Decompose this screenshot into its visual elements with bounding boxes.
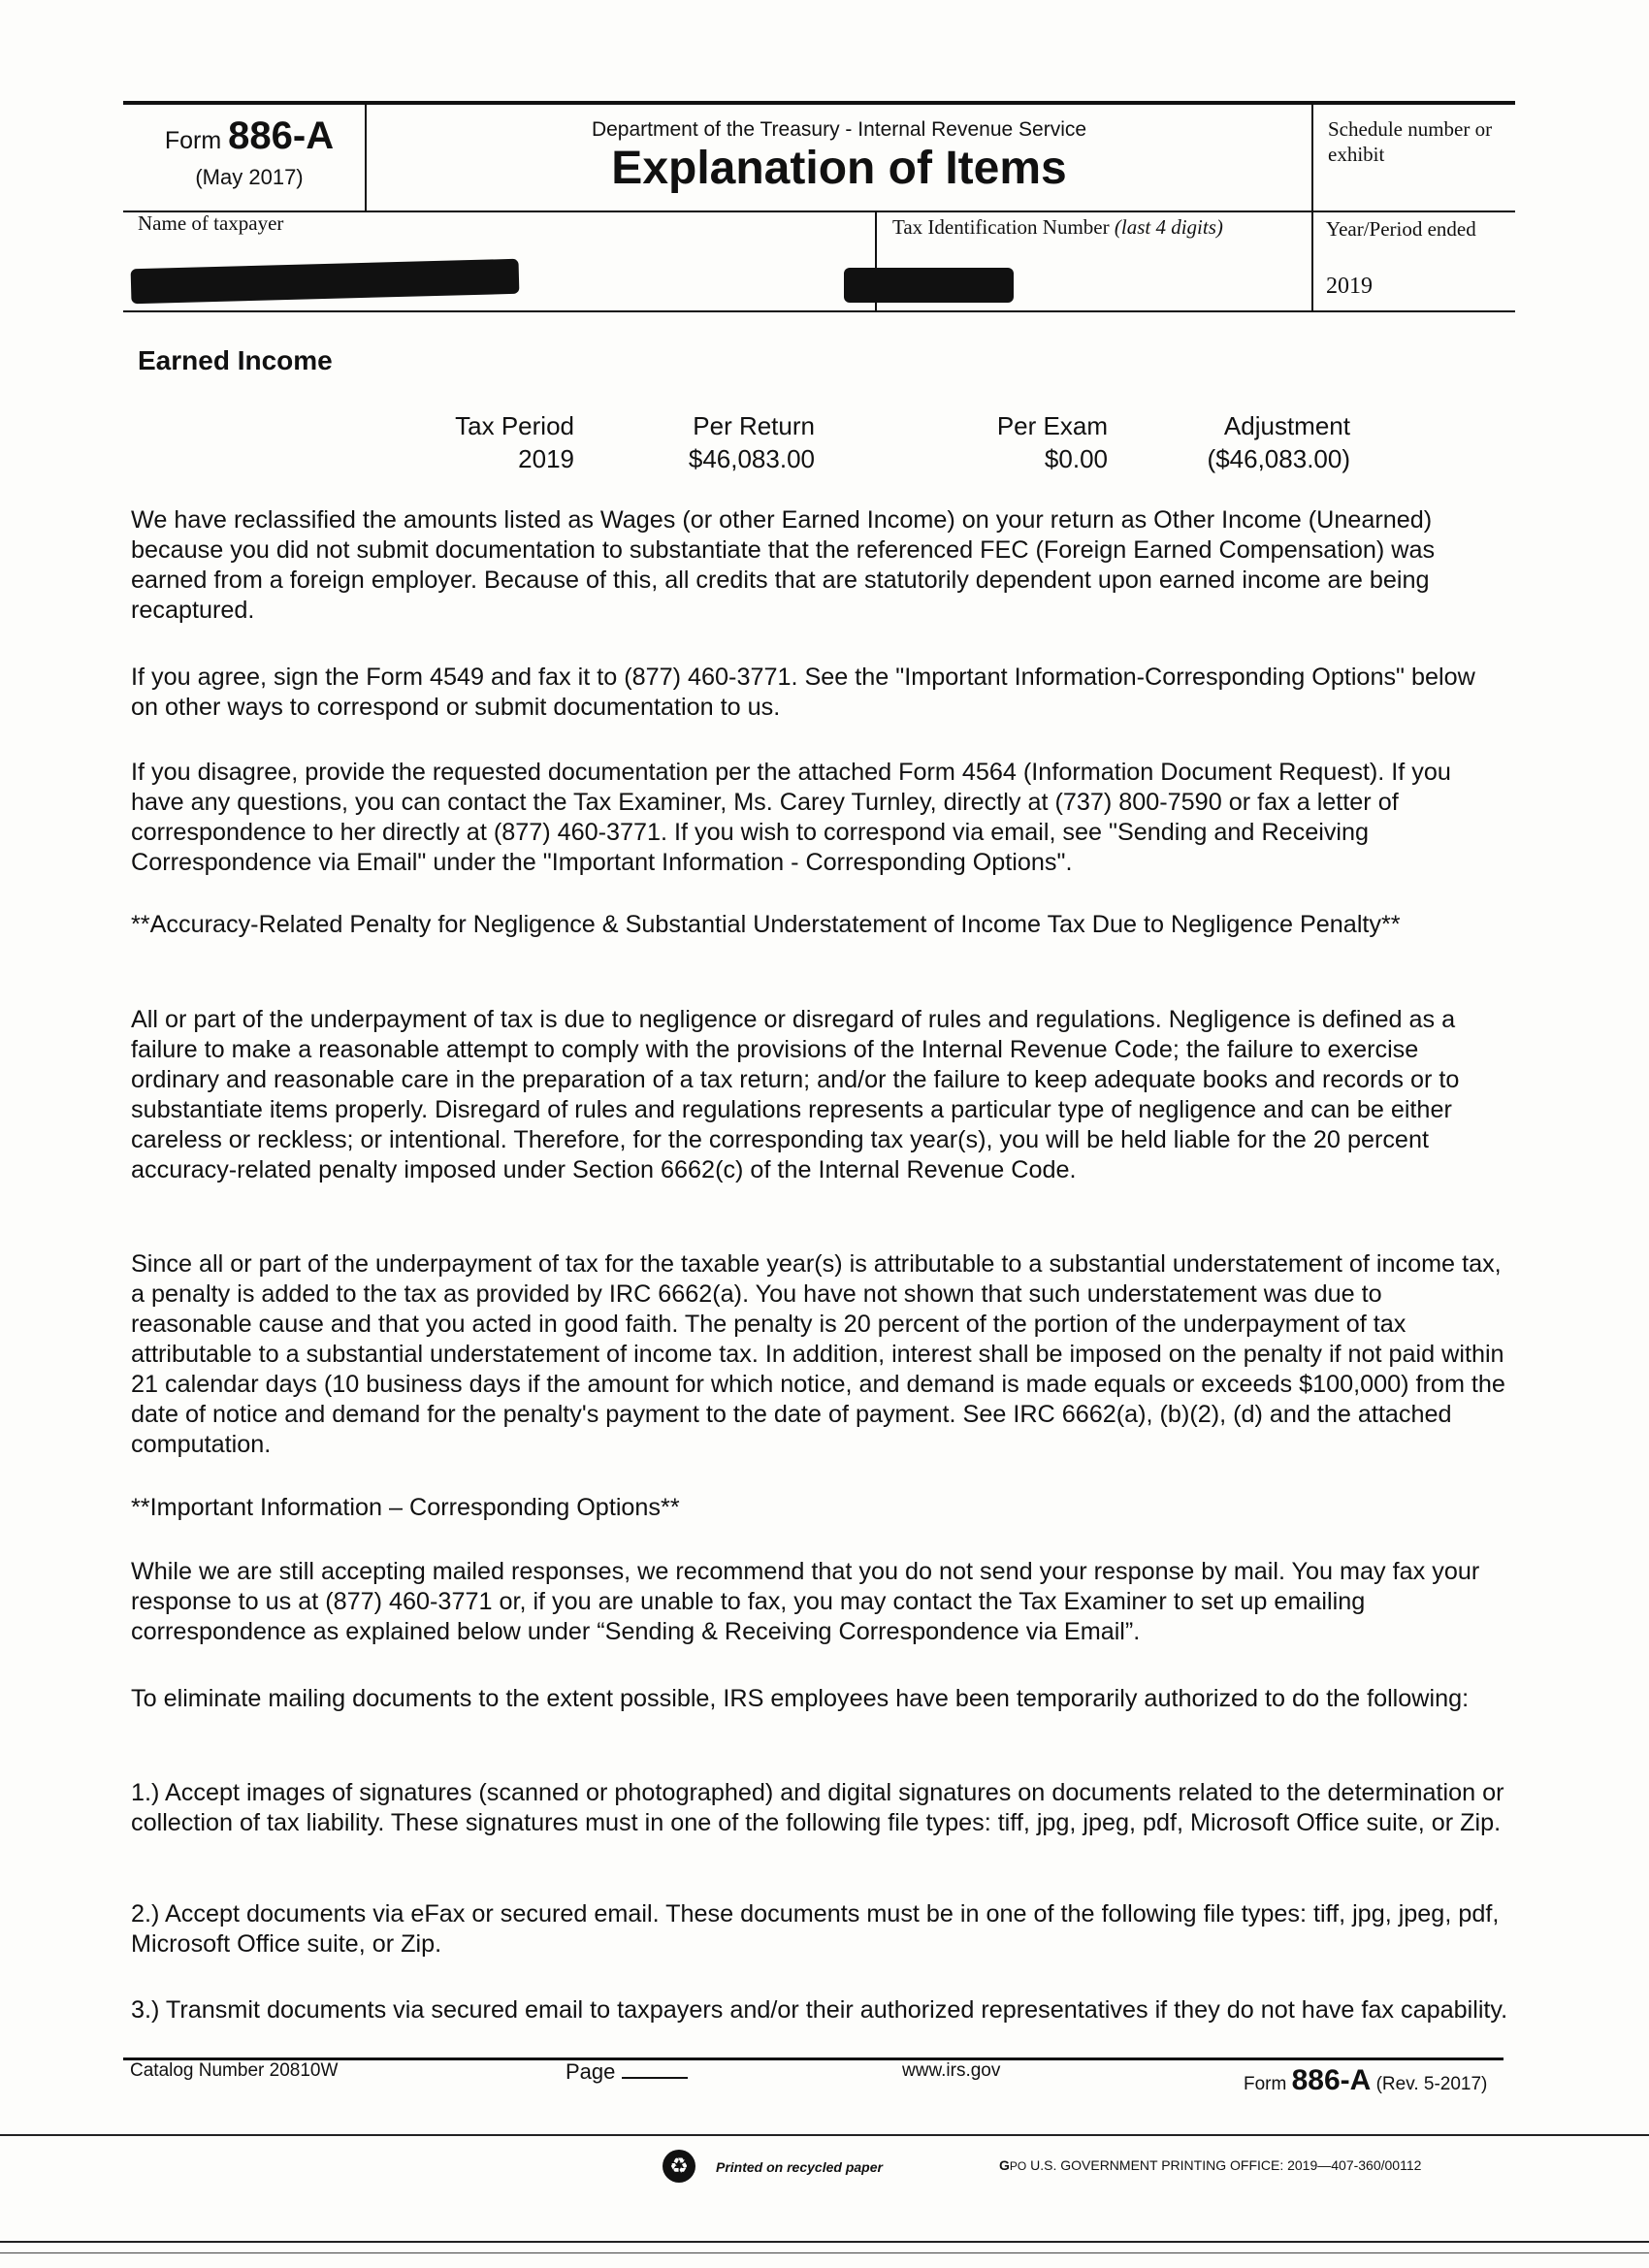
gpo-print-line: GPO U.S. GOVERNMENT PRINTING OFFICE: 2019—407-360/00112	[999, 2157, 1422, 2173]
recycle-icon: ♻	[663, 2150, 695, 2183]
paragraph-important-heading: **Important Information – Corresponding Options**	[131, 1494, 680, 1521]
year-period-value: 2019	[1326, 274, 1373, 299]
recycled-paper-note: Printed on recycled paper	[716, 2159, 883, 2175]
catalog-number: Catalog Number 20810W	[130, 2060, 339, 2081]
taxpayer-name-label: Name of taxpayer	[138, 211, 284, 235]
paragraph-mailed-responses: While we are still accepting mailed responses, we recommend that you do not send your response by mail. You may fax your response to us at (877) 460-3771 or, if you are unable to fax, you may contact the Tax Examiner to set up emailing correspondence as explained below under “Sending & Receiving Correspondence via Email”.	[131, 1558, 1480, 1645]
paragraph-if-disagree: If you disagree, provide the requested documentation per the attached Form 4564 (Information Document Request). If you have any questions, you can contact the Tax Examiner, Ms. Carey Turnley, directly at (737) 800-7590 or fax a letter of correspondence to her directly at (877) 460-3771. If you wish to correspond via email, see "Sending and Receiving Correspondence via Email" under the "Important Information - Corresponding Options".	[131, 759, 1451, 876]
scan-edge-rule-3	[0, 2252, 1649, 2253]
redacted-tin	[844, 268, 1014, 303]
header-divider-left	[365, 103, 367, 211]
table-header-adjustment: Adjustment	[1223, 411, 1350, 440]
page-title: Explanation of Items	[611, 143, 1067, 194]
form-date: (May 2017)	[195, 165, 304, 189]
header-bottom-rule	[123, 310, 1515, 312]
list-item-1: 1.) Accept images of signatures (scanned or photographed) and digital signatures on documents related to the determination or collection of tax liability. These signatures must in one of the following file types: tiff, jpg, jpeg, pdf, Microsoft Office suite, or Zip.	[131, 1779, 1504, 1836]
scan-edge-rule-2	[0, 2241, 1649, 2243]
header-divider-right	[1311, 103, 1313, 310]
paragraph-penalty-heading: **Accuracy-Related Penalty for Negligence & Substantial Understatement of Income Tax Due to Negligence Penalty**	[131, 911, 1401, 938]
list-item-3: 3.) Transmit documents via secured email to taxpayers and/or their authorized representatives if they do not have fax capability.	[131, 1996, 1508, 2024]
page-label: Page	[566, 2059, 688, 2085]
table-header-per-exam: Per Exam	[996, 411, 1108, 440]
paragraph-negligence: All or part of the underpayment of tax is due to negligence or disregard of rules and regulations. Negligence is defined as a failure to make a reasonable attempt to comply with the provisions of the Internal Revenue Code; the failure to exercise ordinary and reasonable care in the preparation of a tax return; and/or the failure to keep adequate books and records or to substantiate items properly. Disregard of rules and regulations represents a particular type of negligence and can be either careless or reckless; or intentional. Therefore, for the corresponding tax year(s), you will be held liable for the 20 percent accuracy-related penalty imposed under Section 6662(c) of the Internal Revenue Code.	[131, 1006, 1460, 1183]
year-period-label: Year/Period ended	[1326, 217, 1476, 241]
tin-label: Tax Identification Number (last 4 digits)	[892, 215, 1223, 239]
paragraph-reclassification: We have reclassified the amounts listed as Wages (or other Earned Income) on your return as Other Income (Unearned) because you did not submit documentation to substantiate that the referenced FEC (Foreign Earned Compensation) was earned from a foreign employer. Because of this, all credits that are statutorily dependent upon earned income are being recaptured.	[131, 506, 1436, 624]
redacted-taxpayer-name	[131, 259, 520, 304]
irs-website: www.irs.gov	[902, 2060, 1001, 2081]
table-cell-tax-period: 2019	[518, 444, 574, 473]
section-title: Earned Income	[138, 345, 333, 375]
table-cell-adjustment: ($46,083.00)	[1207, 444, 1350, 473]
scan-edge-rule-1	[0, 2134, 1649, 2136]
table-header-per-return: Per Return	[693, 411, 815, 440]
table-header-tax-period: Tax Period	[455, 411, 574, 440]
paragraph-understatement: Since all or part of the underpayment of tax for the taxable year(s) is attributable to a substantial understatement of income tax, a penalty is added to the tax as provided by IRC 6662(a). You have not shown that such understatement was due to reasonable cause and that you acted in good faith. The penalty is 20 percent of the portion of the underpayment of tax attributable to a substantial understatement of income tax. In addition, interest shall be imposed on the penalty if not paid within 21 calendar days (10 business days if the amount for which notice, and demand is made equals or exceeds $100,000) from the date of notice and demand for the penalty's payment to the date of payment. See IRC 6662(a), (b)(2), (d) and the attached computation.	[131, 1250, 1505, 1458]
table-cell-per-exam: $0.00	[1044, 444, 1108, 473]
paragraph-if-agree: If you agree, sign the Form 4549 and fax it to (877) 460-3771. See the "Important Information-Corresponding Options" below on other ways to correspond or submit documentation to us.	[131, 664, 1475, 721]
form-number: Form 886-A	[164, 114, 335, 157]
header-top-rule	[123, 101, 1515, 105]
department-name: Department of the Treasury - Internal Revenue Service	[591, 118, 1087, 141]
table-cell-per-return: $46,083.00	[688, 444, 815, 473]
footer-form-number: Form 886-A (Rev. 5-2017)	[1244, 2064, 1488, 2096]
header-middle-rule	[123, 211, 1515, 212]
paragraph-eliminate-mailing: To eliminate mailing documents to the extent possible, IRS employees have been temporarily authorized to do the following:	[131, 1685, 1470, 1712]
schedule-label: Schedule number or exhibit	[1328, 117, 1493, 166]
list-item-2: 2.) Accept documents via eFax or secured email. These documents must be in one of the following file types: tiff, jpg, jpeg, pdf, Microsoft Office suite, or Zip.	[131, 1900, 1500, 1958]
